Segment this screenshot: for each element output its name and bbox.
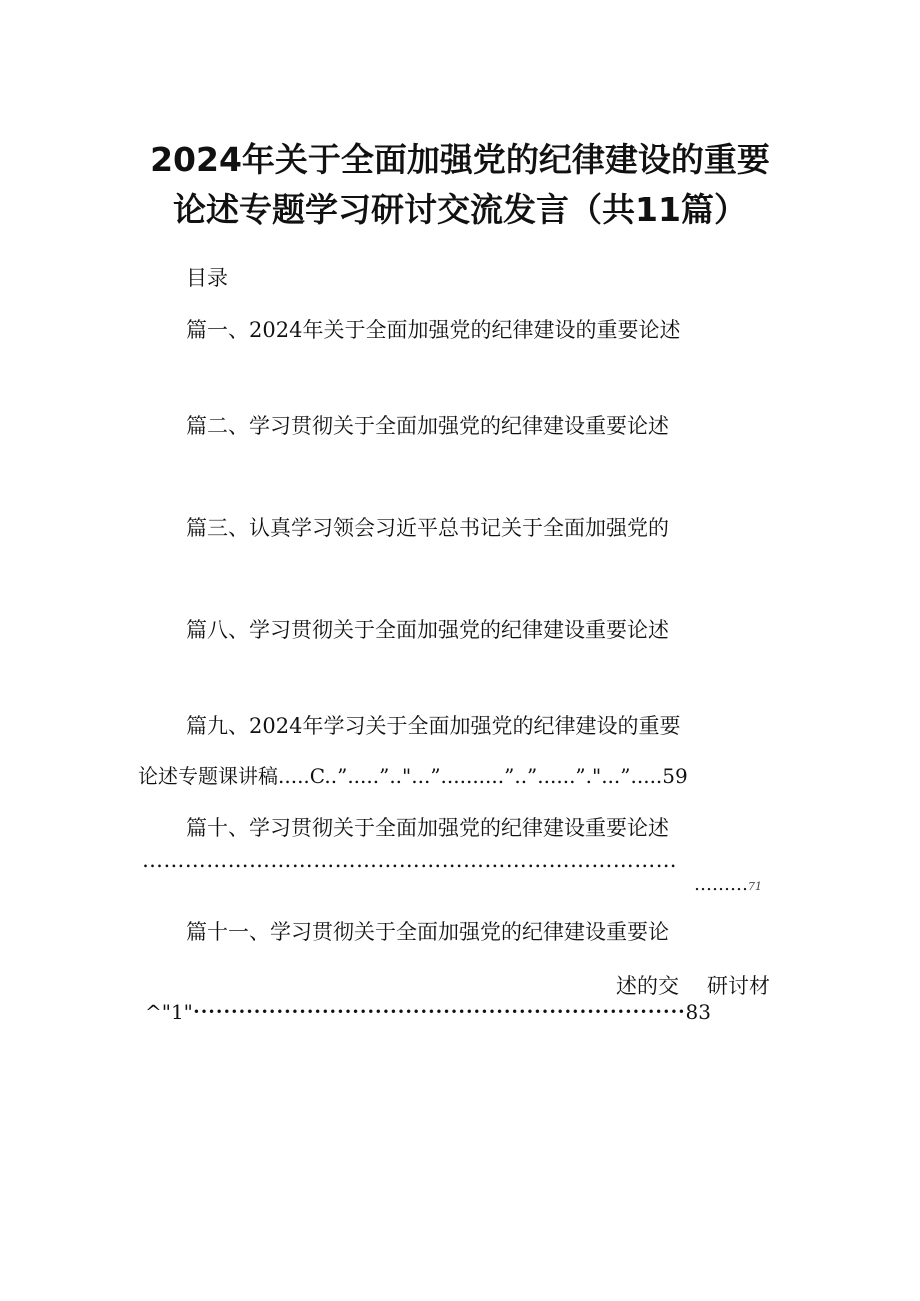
toc-entry-9-line-1: 篇九、2024年学习关于全面加强党的纪律建设的重要 <box>186 714 681 738</box>
title-line-2: 论述专题学习研讨交流发言（共11篇） <box>173 190 747 229</box>
toc-entry-11-page: 83 <box>685 1000 711 1024</box>
toc-entry-11-line-3 <box>145 1000 711 1024</box>
toc-entry-10: 篇十、学习贯彻关于全面加强党的纪律建设重要论述 <box>186 816 669 840</box>
toc-entry-11-line-2-part-b: 研讨材 <box>707 974 770 998</box>
toc-entry-1: 篇一、2024年关于全面加强党的纪律建设的重要论述 <box>186 318 681 342</box>
toc-entry-11-line-2 <box>616 970 770 1000</box>
toc-entry-11-line-1: 篇十一、学习贯彻关于全面加强党的纪律建设重要论 <box>186 920 669 944</box>
toc-entry-8: 篇八、学习贯彻关于全面加强党的纪律建设重要论述 <box>186 618 669 642</box>
toc-entry-9-line-2: 论述专题课讲稿.....C..”.....”.."...”..........”..”......”."...”.....59 <box>138 764 688 788</box>
toc-entry-10-leader-end <box>694 874 762 895</box>
toc-entry-11-line-2-part-a: 述的交 <box>616 974 679 998</box>
toc-entry-11-leader: ••••••••••••••••••••••••••••••••••••••••••••••••••••••••••••••••• <box>192 1005 686 1019</box>
toc-entry-10-leader-tail: ……… <box>694 874 748 895</box>
toc-entry-10-page: 71 <box>748 880 762 893</box>
toc-entry-2: 篇二、学习贯彻关于全面加强党的纪律建设重要论述 <box>186 414 669 438</box>
title-line-1: 2024年关于全面加强党的纪律建设的重要 <box>150 140 770 179</box>
toc-entry-10-leader: ………………………………………………………………… <box>142 848 677 872</box>
toc-label: 目录 <box>186 266 228 290</box>
toc-entry-3: 篇三、认真学习领会习近平总书记关于全面加强党的 <box>186 516 669 540</box>
toc-entry-11-prefix: ^"1" <box>145 1000 193 1024</box>
